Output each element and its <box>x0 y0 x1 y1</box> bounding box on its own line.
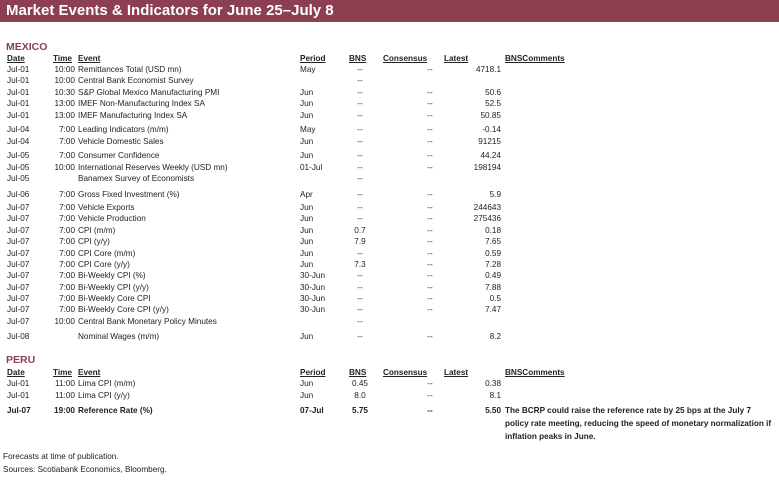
cell-latest: 0.5 <box>489 294 501 303</box>
section-mexico: MEXICO <box>6 41 48 53</box>
cell-event: Vehicle Domestic Sales <box>78 137 164 146</box>
section-peru: PERU <box>6 354 36 366</box>
cell-event: Bi-Weekly CPI (y/y) <box>78 283 149 292</box>
cell-event: Bi-Weekly Core CPI (y/y) <box>78 305 169 314</box>
cell-date: Jul-01 <box>7 391 30 400</box>
cell-event: CPI (m/m) <box>78 226 116 235</box>
cell-latest: 5.50 <box>485 406 501 415</box>
cell-date: Jul-01 <box>7 76 30 85</box>
cell-time: 7:00 <box>59 283 75 292</box>
cell-date: Jul-07 <box>7 226 30 235</box>
cell-bns: -- <box>357 249 363 258</box>
cell-date: Jul-07 <box>7 237 30 246</box>
cell-latest: 0.49 <box>485 271 501 280</box>
cell-latest: 275436 <box>473 214 501 223</box>
cell-event: Bi-Weekly CPI (%) <box>78 271 146 280</box>
cell-date: Jul-04 <box>7 125 30 134</box>
cell-event: Consumer Confidence <box>78 151 160 160</box>
cell-consensus: -- <box>427 163 433 172</box>
cell-event: CPI (y/y) <box>78 237 110 246</box>
cell-bns: -- <box>357 317 363 326</box>
cell-bns: -- <box>357 76 363 85</box>
cell-consensus: -- <box>427 294 433 303</box>
cell-bns: 8.0 <box>354 391 366 400</box>
cell-bns: -- <box>357 214 363 223</box>
cell-latest: 7.47 <box>485 305 501 314</box>
cell-consensus: -- <box>427 249 433 258</box>
cell-period: Jun <box>300 203 314 212</box>
cell-event: Leading Indicators (m/m) <box>78 125 169 134</box>
cell-event: IMEF Manufacturing Index SA <box>78 111 188 120</box>
cell-latest: 0.18 <box>485 226 501 235</box>
cell-date: Jul-07 <box>7 305 30 314</box>
cell-latest: 50.85 <box>480 111 501 120</box>
cell-bns: -- <box>357 271 363 280</box>
cell-time: 13:00 <box>54 99 75 108</box>
cell-consensus: -- <box>427 379 433 388</box>
cell-date: Jul-05 <box>7 174 30 183</box>
cell-date: Jul-05 <box>7 163 30 172</box>
header-bns: BNS <box>349 368 367 377</box>
cell-event: Bi-Weekly Core CPI <box>78 294 151 303</box>
cell-bns: -- <box>357 283 363 292</box>
cell-time: 10:00 <box>54 163 75 172</box>
header-comments: BNSComments <box>505 54 565 63</box>
cell-latest: 198194 <box>473 163 501 172</box>
cell-consensus: -- <box>427 305 433 314</box>
header-consensus: Consensus <box>383 54 428 63</box>
cell-time: 7:00 <box>59 151 75 160</box>
title-banner <box>0 0 779 22</box>
cell-latest: 4718.1 <box>475 65 501 74</box>
cell-event: International Reserves Weekly (USD mn) <box>78 163 228 172</box>
cell-latest: 7.65 <box>485 237 501 246</box>
cell-latest: -0.14 <box>482 125 501 134</box>
cell-bns: -- <box>357 190 363 199</box>
cell-time: 11:00 <box>55 391 75 400</box>
header-latest: Latest <box>444 368 469 377</box>
cell-period: Jun <box>300 379 314 388</box>
cell-time: 7:00 <box>59 237 75 246</box>
cell-event: Remittances Total (USD mn) <box>78 65 182 74</box>
cell-period: Apr <box>300 190 313 199</box>
cell-time: 7:00 <box>59 249 75 258</box>
cell-consensus: -- <box>427 111 433 120</box>
cell-date: Jul-08 <box>7 332 30 341</box>
cell-event: Lima CPI (m/m) <box>78 379 136 388</box>
cell-time: 7:00 <box>59 203 75 212</box>
header-consensus: Consensus <box>383 368 428 377</box>
header-comments: BNSComments <box>505 368 565 377</box>
cell-event: Central Bank Monetary Policy Minutes <box>78 317 217 326</box>
cell-time: 7:00 <box>59 305 75 314</box>
cell-bns: -- <box>357 332 363 341</box>
header-event: Event <box>78 54 101 63</box>
cell-time: 7:00 <box>59 125 75 134</box>
cell-event: Banamex Survey of Economists <box>78 174 195 183</box>
cell-latest: 91215 <box>478 137 501 146</box>
cell-bns: -- <box>357 305 363 314</box>
cell-time: 19:00 <box>54 406 75 415</box>
cell-bns: -- <box>357 125 363 134</box>
cell-bns: -- <box>357 88 363 97</box>
cell-period: 30-Jun <box>300 294 326 303</box>
cell-bns: -- <box>357 99 363 108</box>
cell-date: Jul-01 <box>7 99 30 108</box>
cell-event: Reference Rate (%) <box>78 406 153 415</box>
cell-bns: 0.7 <box>354 226 366 235</box>
cell-consensus: -- <box>427 125 433 134</box>
header-date: Date <box>7 368 25 377</box>
cell-comment: The BCRP could raise the reference rate by 25 bps at the July 7 policy rate meeting, reducing the speed of monetary normalization if inflation peaks in June. <box>505 406 772 441</box>
cell-latest: 8.1 <box>489 391 501 400</box>
cell-event: CPI Core (m/m) <box>78 249 136 258</box>
cell-consensus: -- <box>427 332 433 341</box>
cell-date: Jul-07 <box>7 249 30 258</box>
cell-date: Jul-07 <box>7 294 30 303</box>
cell-period: Jun <box>300 237 314 246</box>
cell-bns: 7.9 <box>354 237 366 246</box>
cell-consensus: -- <box>427 406 433 415</box>
cell-period: Jun <box>300 391 314 400</box>
cell-latest: 7.88 <box>485 283 501 292</box>
cell-consensus: -- <box>427 237 433 246</box>
cell-period: Jun <box>300 249 314 258</box>
cell-period: 07-Jul <box>300 406 324 415</box>
cell-time: 7:00 <box>59 294 75 303</box>
cell-event: CPI Core (y/y) <box>78 260 130 269</box>
cell-period: May <box>300 125 316 134</box>
cell-event: Vehicle Production <box>78 214 146 223</box>
header-latest: Latest <box>444 54 469 63</box>
cell-time: 7:00 <box>59 260 75 269</box>
cell-date: Jul-01 <box>7 111 30 120</box>
cell-date: Jul-01 <box>7 88 30 97</box>
cell-period: 30-Jun <box>300 305 326 314</box>
cell-bns: -- <box>357 294 363 303</box>
cell-period: 30-Jun <box>300 271 326 280</box>
cell-bns: 0.45 <box>352 379 368 388</box>
cell-date: Jul-07 <box>7 203 30 212</box>
cell-date: Jul-07 <box>7 260 30 269</box>
cell-time: 11:00 <box>55 379 75 388</box>
cell-latest: 44.24 <box>480 151 501 160</box>
cell-date: Jul-07 <box>7 214 30 223</box>
cell-event: Lima CPI (y/y) <box>78 391 130 400</box>
cell-time: 7:00 <box>59 226 75 235</box>
page-title: Market Events & Indicators for June 25–July 8 <box>6 2 334 19</box>
cell-latest: 5.9 <box>489 190 501 199</box>
cell-time: 10:00 <box>54 317 75 326</box>
cell-latest: 0.38 <box>485 379 501 388</box>
cell-date: Jul-01 <box>7 65 30 74</box>
cell-bns: -- <box>357 163 363 172</box>
sources-note: Sources: Scotiabank Economics, Bloomberg. <box>3 465 167 474</box>
cell-event: Nominal Wages (m/m) <box>78 332 160 341</box>
cell-consensus: -- <box>427 260 433 269</box>
cell-latest: 52.5 <box>485 99 501 108</box>
cell-bns: -- <box>357 137 363 146</box>
cell-period: Jun <box>300 137 314 146</box>
cell-period: 01-Jul <box>300 163 323 172</box>
cell-consensus: -- <box>427 151 433 160</box>
cell-date: Jul-05 <box>7 151 30 160</box>
cell-event: IMEF Non-Manufacturing Index SA <box>78 99 205 108</box>
cell-event: Central Bank Economist Survey <box>78 76 194 85</box>
header-time: Time <box>53 54 72 63</box>
cell-time: 7:00 <box>59 190 75 199</box>
header-date: Date <box>7 54 25 63</box>
cell-consensus: -- <box>427 391 433 400</box>
cell-event: S&P Global Mexico Manufacturing PMI <box>78 88 220 97</box>
cell-bns: -- <box>357 151 363 160</box>
cell-bns: -- <box>357 174 363 183</box>
cell-period: Jun <box>300 99 314 108</box>
cell-period: Jun <box>300 88 314 97</box>
cell-date: Jul-06 <box>7 190 30 199</box>
cell-time: 7:00 <box>59 214 75 223</box>
header-bns: BNS <box>349 54 367 63</box>
cell-bns: -- <box>357 203 363 212</box>
header-event: Event <box>78 368 101 377</box>
cell-date: Jul-04 <box>7 137 30 146</box>
cell-event: Gross Fixed Investment (%) <box>78 190 180 199</box>
cell-period: Jun <box>300 111 314 120</box>
cell-time: 7:00 <box>59 271 75 280</box>
cell-time: 10:30 <box>54 88 75 97</box>
footnote: Forecasts at time of publication. <box>3 452 119 461</box>
cell-bns: -- <box>357 65 363 74</box>
cell-time: 10:00 <box>54 65 75 74</box>
cell-bns: 5.75 <box>352 406 368 415</box>
cell-period: Jun <box>300 260 314 269</box>
header-time: Time <box>53 368 72 377</box>
cell-event: Vehicle Exports <box>78 203 135 212</box>
cell-period: 30-Jun <box>300 283 326 292</box>
cell-date: Jul-07 <box>7 406 31 415</box>
cell-latest: 0.59 <box>485 249 501 258</box>
cell-bns: 7.3 <box>354 260 366 269</box>
cell-time: 7:00 <box>59 137 75 146</box>
cell-latest: 50.6 <box>485 88 501 97</box>
cell-time: 10:00 <box>54 76 75 85</box>
cell-latest: 8.2 <box>489 332 501 341</box>
cell-date: Jul-01 <box>7 379 30 388</box>
cell-consensus: -- <box>427 190 433 199</box>
cell-date: Jul-07 <box>7 317 30 326</box>
cell-bns: -- <box>357 111 363 120</box>
cell-consensus: -- <box>427 271 433 280</box>
cell-consensus: -- <box>427 214 433 223</box>
header-period: Period <box>300 54 326 63</box>
cell-period: Jun <box>300 226 314 235</box>
cell-period: Jun <box>300 151 314 160</box>
cell-consensus: -- <box>427 226 433 235</box>
cell-period: Jun <box>300 214 314 223</box>
cell-period: Jun <box>300 332 314 341</box>
cell-latest: 7.28 <box>485 260 501 269</box>
cell-consensus: -- <box>427 203 433 212</box>
cell-date: Jul-07 <box>7 283 30 292</box>
cell-date: Jul-07 <box>7 271 30 280</box>
cell-latest: 244643 <box>473 203 501 212</box>
cell-time: 13:00 <box>54 111 75 120</box>
cell-consensus: -- <box>427 99 433 108</box>
cell-consensus: -- <box>427 283 433 292</box>
header-period: Period <box>300 368 326 377</box>
cell-consensus: -- <box>427 65 433 74</box>
cell-consensus: -- <box>427 88 433 97</box>
cell-consensus: -- <box>427 137 433 146</box>
cell-period: May <box>300 65 316 74</box>
